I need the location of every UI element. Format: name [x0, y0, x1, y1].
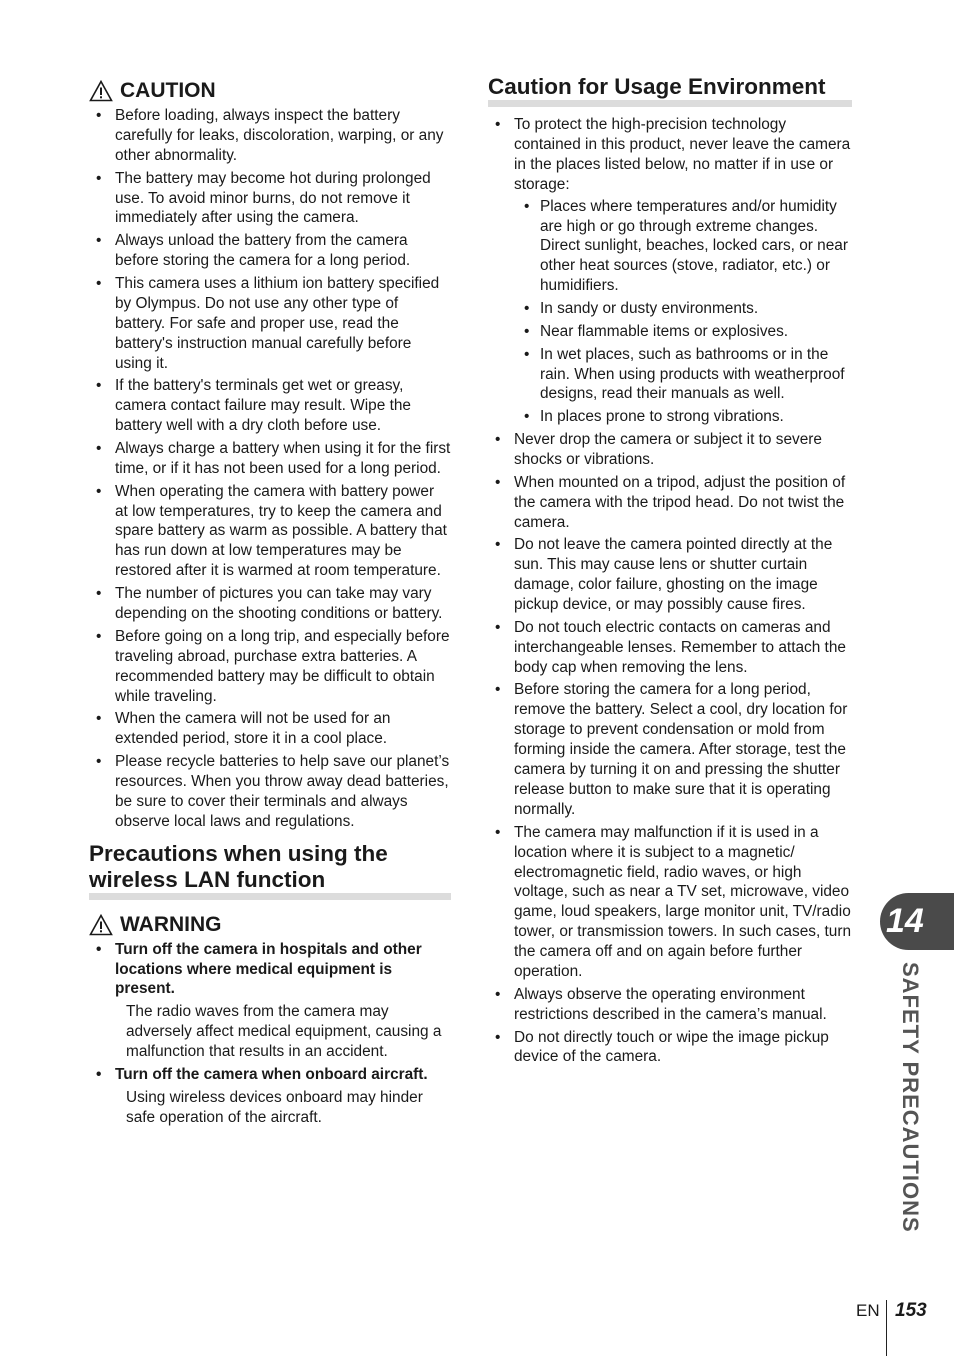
list-item-text: Near flammable items or explosives. [540, 322, 789, 340]
list-item-text: Do not touch electric contacts on cameras and interchangeable lenses. Remember to attach the body cap when removing the lens. [514, 618, 846, 676]
warning-item [89, 940, 451, 1000]
list-item [488, 473, 852, 533]
list-item-text: Turn off the camera in hospitals and other locations where medical equipment is present. [115, 940, 422, 998]
list-item [514, 299, 852, 319]
list-item [89, 439, 451, 479]
warning-list [89, 940, 451, 1128]
list-item-text: In places prone to strong vibrations. [540, 408, 784, 426]
list-item-text: When mounted on a tripod, adjust the position of the camera with the tripod head. Do not twist the camera. [514, 473, 846, 531]
list-item [488, 985, 852, 1025]
list-item-text: When operating the camera with battery power at low temperatures, try to keep the camera and spare battery as warm as possible. A battery that has run down at low temperatures may be restored after it is warmed at room temperature. [115, 482, 447, 580]
right-column [488, 74, 852, 1070]
list-item-text: Do not directly touch or wipe the image pickup device of the camera. [514, 1028, 829, 1066]
list-item [89, 274, 451, 374]
wireless-section-title [89, 841, 451, 900]
list-item-text: The number of pictures you can take may vary depending on the shooting conditions or battery. [115, 585, 443, 622]
list-item [488, 115, 852, 427]
warning-item-body: The radio waves from the camera may adversely affect medical equipment, causing a malfunction that results in an accident. [126, 1003, 442, 1061]
caution-list [89, 106, 451, 832]
list-item [514, 345, 852, 405]
page-number: 153 [895, 1300, 927, 1321]
chapter-label [893, 962, 923, 1242]
warning-item [89, 1065, 451, 1085]
list-item-text: Always charge a battery when using it for the first time, or if it has not been used for a long period. [115, 439, 451, 477]
sub-list [514, 197, 852, 428]
list-item [89, 231, 451, 271]
list-item-text: Before storing the camera for a long period, remove the battery. Select a cool, dry location for storage to prevent condensation or mold from forming inside the camera. After storage, test the camera by turning it on and pressing the shutter release button to make sure that it is operating normally. [514, 681, 848, 818]
list-item [89, 1065, 451, 1085]
list-item [89, 482, 451, 582]
warning-item-body: Using wireless devices onboard may hinder safe operation of the aircraft. [126, 1088, 423, 1126]
chapter-tab [880, 893, 954, 950]
wireless-title-line2: wireless LAN function [89, 866, 326, 892]
list-item [89, 940, 451, 1000]
list-item [89, 376, 451, 436]
footer-divider [886, 1300, 887, 1356]
list-item [488, 535, 852, 615]
caution-heading-text: CAUTION [120, 79, 216, 102]
list-item-text: When the camera will not be used for an extended period, store it in a cool place. [115, 710, 391, 748]
language-code: EN [856, 1301, 880, 1320]
usage-environment-title: Caution for Usage Environment [488, 74, 852, 107]
list-item-text: Please recycle batteries to help save our planet’s resources. When you throw away dead batteries, be sure to cover their terminals and always observe local laws and regulations. [115, 753, 450, 830]
list-item [89, 627, 451, 707]
caution-heading [89, 78, 451, 104]
list-item [89, 709, 451, 749]
list-item [488, 680, 852, 819]
list-item-text: Never drop the camera or subject it to severe shocks or vibrations. [514, 431, 822, 468]
list-item [514, 407, 852, 427]
usage-environment-list [488, 115, 852, 1067]
list-item-text: The battery may become hot during prolonged use. To avoid minor burns, do not remove it immediately after using the camera. [115, 169, 431, 227]
list-item [89, 106, 451, 166]
list-item-text: If the battery's terminals get wet or greasy, camera contact failure may result. Wipe the battery well with a dry cloth before use. [115, 377, 411, 435]
wireless-title-line1: Precautions when using the [89, 840, 388, 866]
list-item-text: This camera uses a lithium ion battery specified by Olympus. Do not use any other type of battery. For safe and proper use, read the battery's instruction manual carefully before using it. [115, 274, 440, 372]
list-item [488, 823, 852, 982]
warning-triangle-icon [89, 914, 113, 936]
chapter-label-text: SAFETY PRECAUTIONS [898, 962, 923, 1233]
list-item-text: In sandy or dusty environments. [540, 300, 759, 318]
list-item [514, 197, 852, 297]
warning-heading-text: WARNING [120, 912, 222, 936]
list-item-text: Places where temperatures and/or humidity are high or go through extreme changes. Direct sunlight, beaches, locked cars, or near other heat sources (stove, radiator, etc.) or humidifiers. [540, 197, 848, 295]
list-item [488, 618, 852, 678]
list-item [89, 584, 451, 624]
warning-triangle-icon [89, 80, 113, 102]
list-item-text: To protect the high-precision technology contained in this product, never leave the camera in the places listed below, no matter if in use or storage: [514, 116, 851, 193]
list-item-text: Before going on a long trip, and especially before traveling abroad, purchase extra batteries. A recommended battery may be difficult to obtain while traveling. [115, 627, 450, 705]
left-column [89, 74, 451, 1131]
list-item-text: Always unload the battery from the camera before storing the camera for a long period. [115, 232, 411, 270]
list-item [89, 169, 451, 229]
list-item-text: Turn off the camera when onboard aircraft. [115, 1066, 428, 1084]
list-item [89, 752, 451, 832]
list-item-text: Do not leave the camera pointed directly at the sun. This may cause lens or shutter curtain damage, color failure, ghosting on the image pickup device, or may possibly cause fires. [514, 536, 833, 614]
list-item [514, 322, 852, 342]
list-item-text: The camera may malfunction if it is used in a location where it is subject to a magnetic/ electromagnetic field, radio waves, or high voltage, such as near a TV set, microwave, video game, loud speakers, large monitor unit, TV/radio tower, or transmission towers. In such cases, turn the camera off and on again before further operation. [514, 823, 852, 981]
list-item [488, 1028, 852, 1068]
list-item-text: Always observe the operating environment restrictions described in the camera’s manual. [514, 985, 827, 1023]
list-item-text: In wet places, such as bathrooms or in the rain. When using products with weatherproof designs, read their manuals as well. [540, 345, 845, 403]
chapter-number: 14 [886, 902, 924, 940]
list-item [488, 430, 852, 470]
warning-heading [89, 912, 451, 938]
list-item-text: Before loading, always inspect the battery carefully for leaks, discoloration, warping, or any other abnormality. [115, 107, 444, 164]
